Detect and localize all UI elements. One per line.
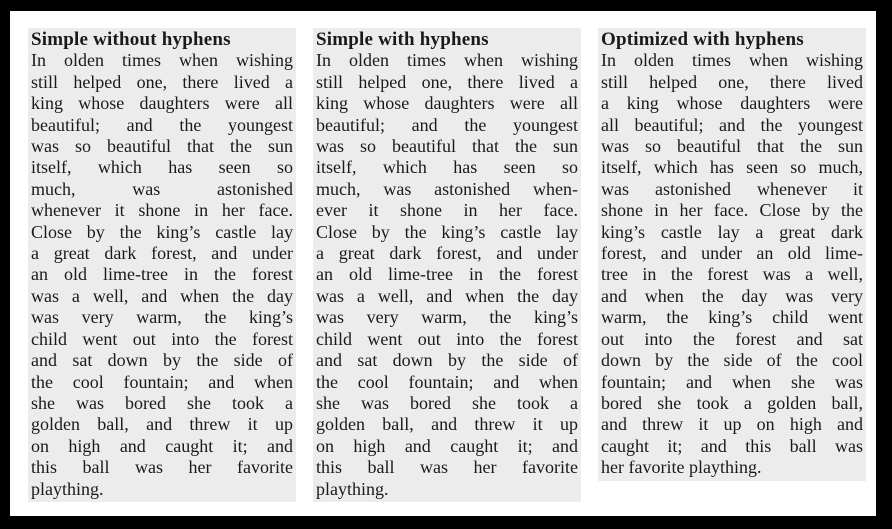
text-line: and sat down by the side of xyxy=(31,350,293,371)
text-line: In olden times when wishing xyxy=(31,50,293,71)
text-line: itself, which has seen so much, xyxy=(601,157,863,178)
text-line: a king whose daughters were xyxy=(601,93,863,114)
text-line: In olden times when wishing xyxy=(601,50,863,71)
text-line: beautiful; and the youngest xyxy=(316,114,578,135)
columns-container xyxy=(28,28,866,502)
text-line: much, was astonished xyxy=(31,178,293,199)
text-line: shone in her face. Close by the xyxy=(601,200,863,221)
text-line: on high and caught it; and xyxy=(31,435,293,456)
text-line: the cool fountain; and when xyxy=(316,371,578,392)
text-line: was a well, and when the day xyxy=(31,285,293,306)
text-column xyxy=(28,28,296,502)
page-background xyxy=(10,11,876,516)
text-line: was so beautiful that the sun xyxy=(316,136,578,157)
text-line: still helped one, there lived xyxy=(601,71,863,92)
text-line: tree in the forest was a well, xyxy=(601,264,863,285)
text-line: still helped one, there lived a xyxy=(316,71,578,92)
text-line: king’s castle lay a great dark xyxy=(601,221,863,242)
text-line: plaything. xyxy=(316,478,389,499)
text-line: out into the forest and sat xyxy=(601,328,863,349)
text-line: itself, which has seen so xyxy=(31,157,293,178)
column-heading: Optimized with hyphens xyxy=(601,29,804,50)
text-line: In olden times when wishing xyxy=(316,50,578,71)
text-line: whenever it shone in her face. xyxy=(31,200,293,221)
text-line: her favorite plaything. xyxy=(601,457,762,478)
text-line: a great dark forest, and under xyxy=(31,243,293,264)
text-line: was astonished whenever it xyxy=(601,178,863,199)
text-line: king whose daughters were all xyxy=(316,93,578,114)
text-line: king whose daughters were all xyxy=(31,93,293,114)
text-line: was so beautiful that the sun xyxy=(31,136,293,157)
text-line: and threw it up on high and xyxy=(601,414,863,435)
text-line: beautiful; and the youngest xyxy=(31,114,293,135)
text-line: much, was astonished when- xyxy=(316,178,578,199)
text-line: she was bored she took a xyxy=(31,392,293,413)
column-heading: Simple without hyphens xyxy=(31,29,231,50)
text-line: caught it; and this ball was xyxy=(601,435,863,456)
text-line: and sat down by the side of xyxy=(316,350,578,371)
text-line: golden ball, and threw it up xyxy=(31,414,293,435)
text-line: was so beautiful that the sun xyxy=(601,136,863,157)
text-line: this ball was her favorite xyxy=(31,457,293,478)
text-line: still helped one, there lived a xyxy=(31,71,293,92)
text-line: she was bored she took a xyxy=(316,392,578,413)
column-heading: Simple with hyphens xyxy=(316,29,489,50)
text-line: itself, which has seen so xyxy=(316,157,578,178)
text-line: a great dark forest, and under xyxy=(316,243,578,264)
text-line: golden ball, and threw it up xyxy=(316,414,578,435)
text-line: an old lime-tree in the forest xyxy=(31,264,293,285)
text-column xyxy=(598,28,866,481)
text-line: all beautiful; and the youngest xyxy=(601,114,863,135)
text-line: was very warm, the king’s xyxy=(316,307,578,328)
text-line: an old lime-tree in the forest xyxy=(316,264,578,285)
text-line: was a well, and when the day xyxy=(316,285,578,306)
text-line: and when the day was very xyxy=(601,285,863,306)
text-line: fountain; and when she was xyxy=(601,371,863,392)
text-line: warm, the king’s child went xyxy=(601,307,863,328)
text-line: forest, and under an old lime- xyxy=(601,243,863,264)
text-line: child went out into the forest xyxy=(316,328,578,349)
text-line: bored she took a golden ball, xyxy=(601,392,863,413)
text-line: plaything. xyxy=(31,478,104,499)
text-line: this ball was her favorite xyxy=(316,457,578,478)
text-line: on high and caught it; and xyxy=(316,435,578,456)
text-line: down by the side of the cool xyxy=(601,350,863,371)
text-line: Close by the king’s castle lay xyxy=(316,221,578,242)
text-line: ever it shone in her face. xyxy=(316,200,578,221)
text-line: child went out into the forest xyxy=(31,328,293,349)
text-line: was very warm, the king’s xyxy=(31,307,293,328)
text-line: Close by the king’s castle lay xyxy=(31,221,293,242)
text-line: the cool fountain; and when xyxy=(31,371,293,392)
text-column xyxy=(313,28,581,502)
